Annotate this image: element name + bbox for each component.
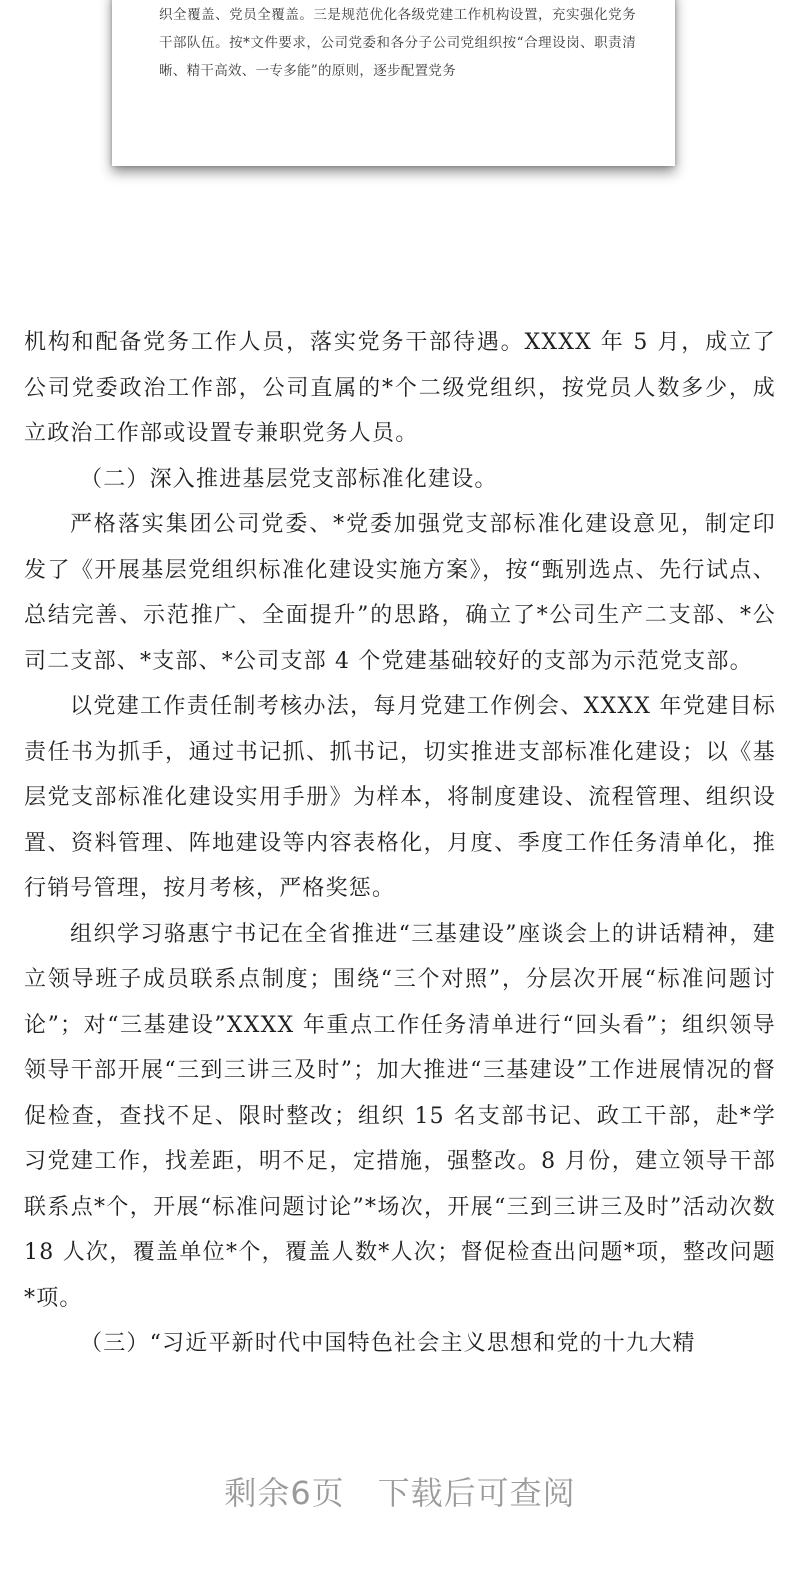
paragraph: 严格落实集团公司党委、*党委加强党支部标准化建设意见，制定印发了《开展基层党组织标准化建设实施方案》，按“甄别选点、先行试点、总结完善、示范推广、全面提升”的思路，确立了*公司生产二支部、*公司二支部、*支部、*公司支部 4 个党建基础较好的支部为示范党支部。 [24,512,776,674]
preview-page-text: 织全覆盖、党员全覆盖。三是规范优化各级党建工作机构设置，充实强化党务干部队伍。按*文件要求，公司党委和各分子公司党组织按“合理设岗、职责清晰、精干高效、一专多能”的原则，逐步配置党务 [159,7,636,79]
document-body [24,320,776,1367]
paragraph: 组织学习骆惠宁书记在全省推进“三基建设”座谈会上的讲话精神，建立领导班子成员联系点制度；围绕“三个对照”，分层次开展“标准问题讨论”；对“三基建设”XXXX 年重点工作任务清单进行“回头看”；组织领导领导干部开展“三到三讲三及时”；加大推进“三基建设”工作进展情况的督促检查，查找不足、限时整改；组织 15 名支部书记、政工干部，赴*学习党建工作，找差距，明不足，定措施，强整改。8 月份，建立领导干部联系点*个，开展“标准问题讨论”*场次，开展“三到三讲三及时”活动次数 18 人次，覆盖单位*个，覆盖人数*人次；督促检查出问题*项，整改问题*项。 [24,921,776,1311]
remaining-pages-notice[interactable]: 剩余6页 下载后可查阅 [224,1474,576,1512]
paragraph: 以党建工作责任制考核办法，每月党建工作例会、XXXX 年党建目标责任书为抓手，通过书记抓、抓书记，切实推进支部标准化建设；以《基层党支部标准化建设实用手册》为样本，将制度建设、流程管理、组织设置、资料管理、阵地建设等内容表格化，月度、季度工作任务清单化，推行销号管理，按月考核，严格奖惩。 [24,694,776,901]
previous-page-preview [112,0,675,166]
section-heading-2: （二）深入推进基层党支部标准化建设。 [80,466,498,492]
paragraph-continuation: 机构和配备党务工作人员，落实党务干部待遇。XXXX 年 5 月，成立了公司党委政治工作部，公司直属的*个二级党组织，按党员人数多少，成立政治工作部或设置专兼职党务人员。 [24,330,776,446]
section-heading-3: （三）“习近平新时代中国特色社会主义思想和党的十九大精 [80,1331,696,1356]
